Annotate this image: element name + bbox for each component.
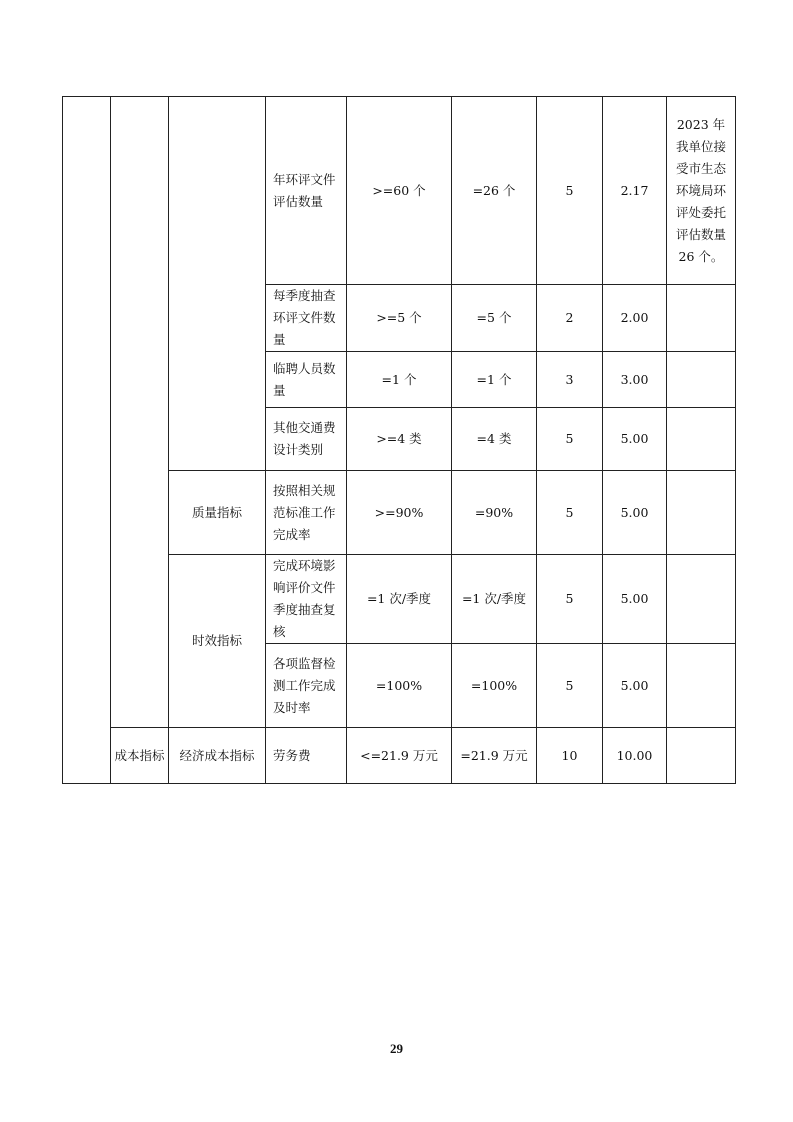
cost-indicator-label: 成本指标 — [111, 728, 169, 784]
note-cell — [667, 728, 736, 784]
actual-cell: =1 次/季度 — [452, 555, 537, 644]
score-cell: 5.00 — [603, 408, 667, 471]
indicator-cell: 各项监督检测工作完成及时率 — [266, 644, 347, 728]
note-cell — [667, 644, 736, 728]
score-cell: 3.00 — [603, 352, 667, 408]
actual-cell: =100% — [452, 644, 537, 728]
table-cell-blank — [169, 97, 266, 471]
indicator-cell: 临聘人员数量 — [266, 352, 347, 408]
indicator-cell: 劳务费 — [266, 728, 347, 784]
weight-cell: 10 — [537, 728, 603, 784]
score-cell: 2.17 — [603, 97, 667, 285]
note-cell — [667, 352, 736, 408]
weight-cell: 3 — [537, 352, 603, 408]
score-cell: 5.00 — [603, 644, 667, 728]
target-cell: >=60 个 — [347, 97, 452, 285]
note-cell — [667, 555, 736, 644]
indicator-cell: 完成环境影响评价文件季度抽查复核 — [266, 555, 347, 644]
quality-indicator-label: 质量指标 — [169, 471, 266, 555]
actual-cell: =5 个 — [452, 285, 537, 352]
note-cell: 2023 年我单位接受市生态环境局环评处委托评估数量 26 个。 — [667, 97, 736, 285]
indicator-cell: 年环评文件评估数量 — [266, 97, 347, 285]
weight-cell: 5 — [537, 644, 603, 728]
indicator-cell: 按照相关规范标准工作完成率 — [266, 471, 347, 555]
economic-cost-indicator-label: 经济成本指标 — [169, 728, 266, 784]
weight-cell: 5 — [537, 97, 603, 285]
table-row — [63, 728, 736, 784]
actual-cell: =1 个 — [452, 352, 537, 408]
target-cell: >=5 个 — [347, 285, 452, 352]
performance-table — [62, 96, 736, 784]
actual-cell: =21.9 万元 — [452, 728, 537, 784]
indicator-cell: 其他交通费设计类别 — [266, 408, 347, 471]
target-cell: =1 次/季度 — [347, 555, 452, 644]
note-cell — [667, 285, 736, 352]
actual-cell: =26 个 — [452, 97, 537, 285]
indicator-cell: 每季度抽查环评文件数量 — [266, 285, 347, 352]
table-cell-blank — [63, 97, 111, 784]
actual-cell: =90% — [452, 471, 537, 555]
target-cell: =100% — [347, 644, 452, 728]
timeliness-indicator-label: 时效指标 — [169, 555, 266, 728]
note-cell — [667, 408, 736, 471]
page-number: 29 — [390, 1041, 403, 1056]
score-cell: 10.00 — [603, 728, 667, 784]
actual-cell: =4 类 — [452, 408, 537, 471]
table-row — [63, 97, 736, 285]
note-cell — [667, 471, 736, 555]
weight-cell: 5 — [537, 555, 603, 644]
target-cell: =1 个 — [347, 352, 452, 408]
score-cell: 5.00 — [603, 555, 667, 644]
target-cell: >=4 类 — [347, 408, 452, 471]
target-cell: >=90% — [347, 471, 452, 555]
weight-cell: 2 — [537, 285, 603, 352]
target-cell: <=21.9 万元 — [347, 728, 452, 784]
score-cell: 2.00 — [603, 285, 667, 352]
table-cell-blank — [111, 97, 169, 728]
weight-cell: 5 — [537, 408, 603, 471]
score-cell: 5.00 — [603, 471, 667, 555]
weight-cell: 5 — [537, 471, 603, 555]
